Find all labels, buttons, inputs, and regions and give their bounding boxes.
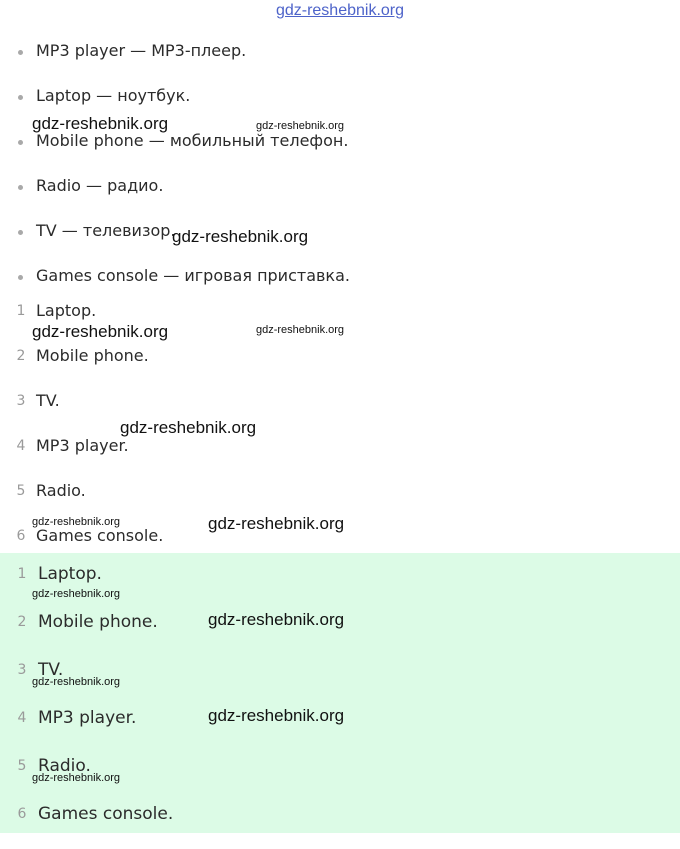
- item-number: 6: [16, 528, 26, 544]
- watermark: gdz-reshebnik.org: [32, 588, 121, 600]
- watermark: gdz-reshebnik.org: [32, 772, 121, 784]
- item-number: 4: [16, 438, 26, 454]
- bullet-icon: [18, 95, 23, 100]
- watermark: gdz-reshebnik.org: [256, 120, 345, 132]
- bullet-icon: [18, 275, 23, 280]
- list-item-text: Mobile phone — мобильный телефон.: [36, 131, 349, 150]
- item-number: 1: [17, 566, 27, 582]
- bullet-icon: [18, 185, 23, 190]
- item-number: 5: [16, 483, 26, 499]
- bullet-icon: [18, 230, 23, 235]
- list-item-text: Radio.: [36, 481, 86, 500]
- watermark: gdz-reshebnik.org: [172, 227, 309, 246]
- item-number: 4: [17, 710, 27, 726]
- watermark: gdz-reshebnik.org: [32, 114, 169, 133]
- list-item-text: TV.: [38, 660, 64, 680]
- watermark: gdz-reshebnik.org: [208, 514, 345, 533]
- watermark: gdz-reshebnik.org: [120, 418, 257, 437]
- watermark: gdz-reshebnik.org: [256, 324, 345, 336]
- bullet-icon: [18, 140, 23, 145]
- list-item-text: Radio — радио.: [36, 176, 164, 195]
- watermark: gdz-reshebnik.org: [32, 322, 169, 341]
- item-number: 5: [17, 758, 27, 774]
- item-number: 1: [16, 303, 26, 319]
- list-item-text: Radio.: [38, 756, 91, 776]
- item-number: 2: [16, 348, 26, 364]
- watermark: gdz-reshebnik.org: [208, 706, 345, 725]
- list-item-text: Games console.: [36, 526, 164, 545]
- list-item-text: MP3 player — MP3-плеер.: [36, 41, 247, 60]
- site-watermark-top[interactable]: gdz-reshebnik.org: [275, 2, 405, 19]
- list-item-text: Mobile phone.: [36, 346, 149, 365]
- list-item-text: Games console.: [38, 804, 174, 824]
- list-item-text: MP3 player.: [38, 708, 137, 728]
- item-number: 3: [17, 662, 27, 678]
- bullet-icon: [18, 50, 23, 55]
- list-item-text: Laptop — ноутбук.: [36, 86, 191, 105]
- list-item-text: Laptop.: [36, 301, 97, 320]
- watermark: gdz-reshebnik.org: [32, 516, 121, 528]
- watermark: gdz-reshebnik.org: [208, 610, 345, 629]
- item-number: 3: [16, 393, 26, 409]
- list-item-text: TV.: [36, 391, 60, 410]
- list-item-text: Laptop.: [38, 564, 102, 584]
- item-number: 2: [17, 614, 27, 630]
- list-item-text: TV — телевизор.: [36, 221, 176, 240]
- list-item-text: MP3 player.: [36, 436, 129, 455]
- item-number: 6: [17, 806, 27, 822]
- list-item-text: Games console — игровая приставка.: [36, 266, 350, 285]
- list-item-text: Mobile phone.: [38, 612, 158, 632]
- watermark: gdz-reshebnik.org: [32, 676, 121, 688]
